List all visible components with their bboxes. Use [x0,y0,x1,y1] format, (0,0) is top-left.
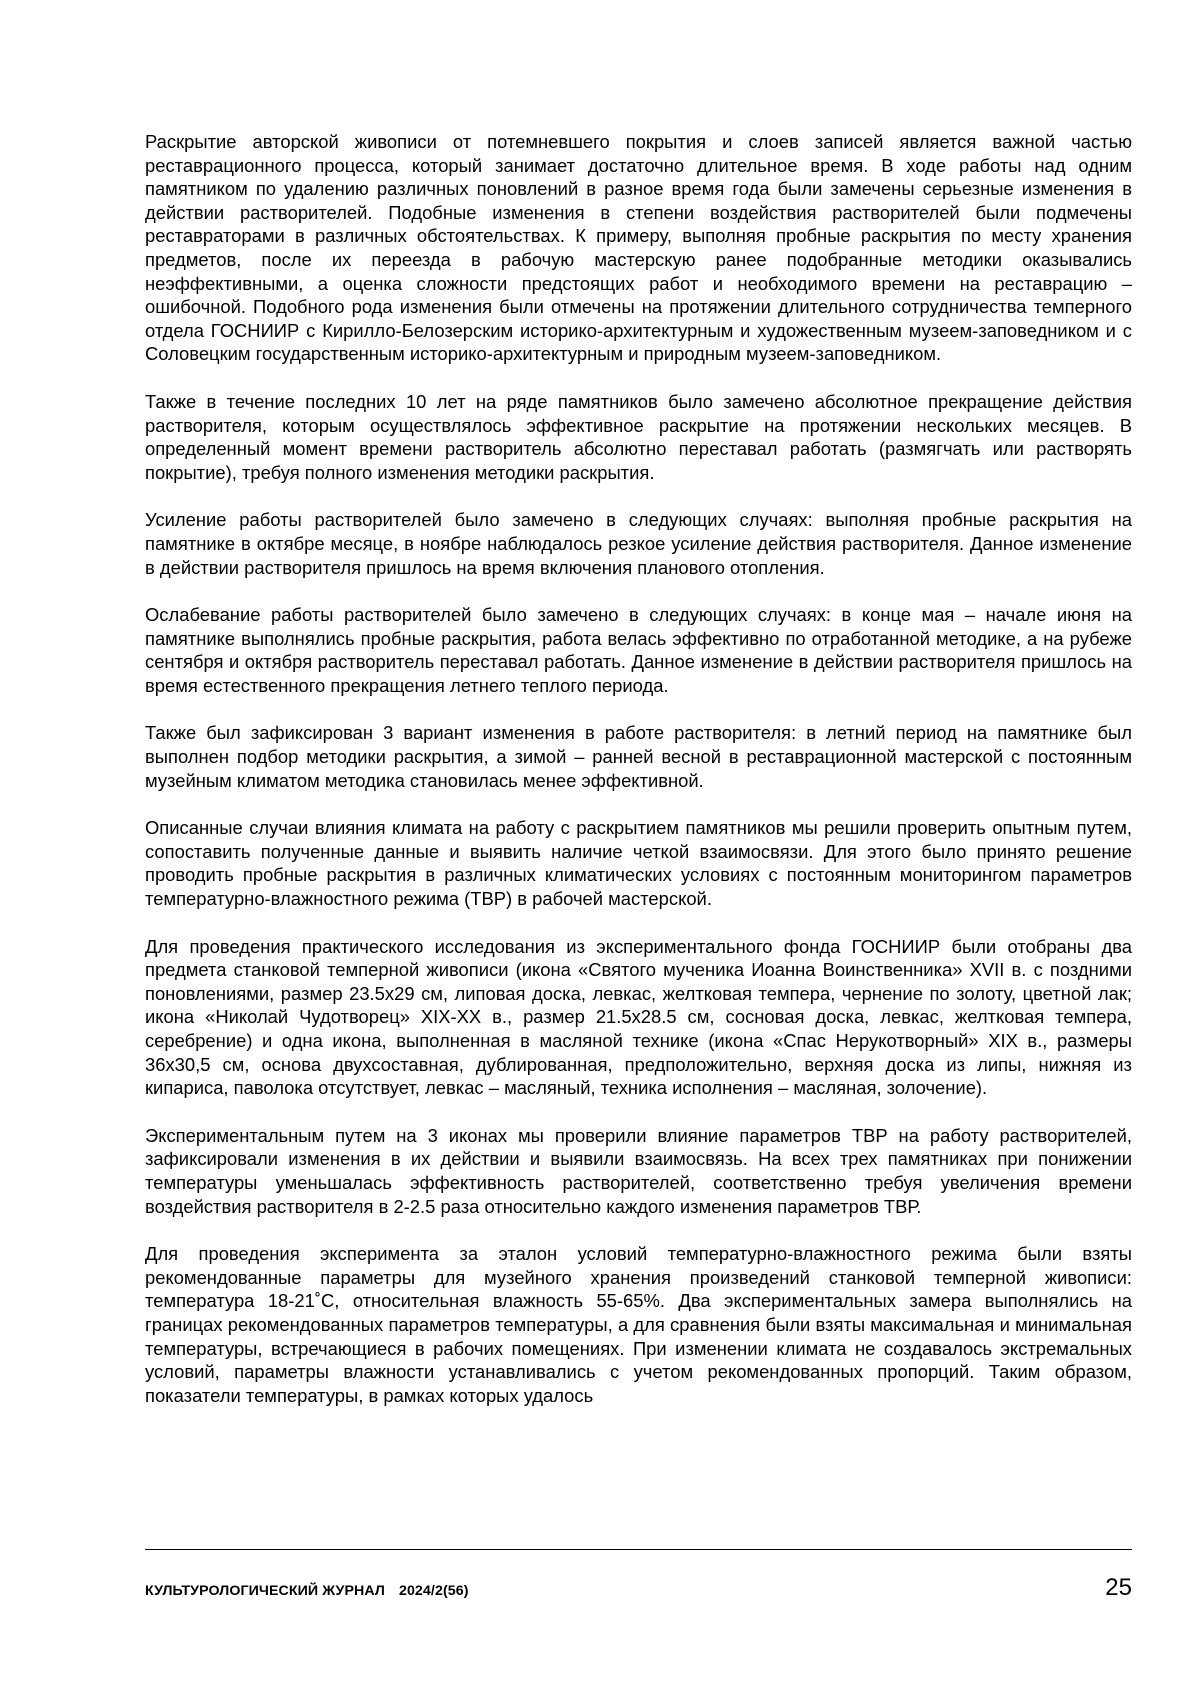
page-number: 25 [1105,1574,1132,1601]
paragraph-2: Также в течение последних 10 лет на ряде памятников было замечено абсолютное прекращение действия растворителя, которым осуществлялось эффективное раскрытие на протяжении нескольких месяцев. В определенный момент времени растворитель абсолютно переставал работать (размягчать или растворять покрытие), требуя полного изменения методики раскрытия. [145,390,1132,483]
paragraph-3: Усиление работы растворителей было замечено в следующих случаях: выполняя пробные раскрытия на памятнике в октябре месяце, в ноябре наблюдалось резкое усиление действия растворителя. Данное изменение в действии растворителя пришлось на время включения планового отопления. [145,509,1132,578]
journal-name: КУЛЬТУРОЛОГИЧЕСКИЙ ЖУРНАЛ [145,1583,385,1599]
paragraph-4: Ослабевание работы растворителей было замечено в следующих случаях: в конце мая – начале июня на памятнике выполнялись пробные раскрытия, работа велась эффективно по отработанной методике, а на рубеже сентября и октября растворитель переставал работать. Данное изменение в действии растворителя пришлось на время естественного прекращения летнего теплого периода. [145,604,1132,696]
journal-issue: 2024/2(56) [398,1583,469,1599]
paragraph-8: Экспериментальным путем на 3 иконах мы проверили влияние параметров ТВР на работу растворителей, зафиксировали изменения в их действии и выявили взаимосвязь. На всех трех памятниках при понижении температуры уменьшалась эффективность растворителей, соответственно требуя увеличения времени воздействия растворителя в 2-2.5 раза относительно каждого изменения параметров ТВР. [145,1124,1132,1217]
paragraph-6: Описанные случаи влияния климата на работу с раскрытием памятников мы решили проверить опытным путем, сопоставить полученные данные и выявить наличие четкой взаимосвязи. Для этого было принято решение проводить пробные раскрытия в различных климатических условиях с постоянным мониторингом параметров температурно-влажностного режима (ТВР) в рабочей мастерской. [145,817,1132,910]
paragraph-7: Для проведения практического исследования из экспериментального фонда ГОСНИИР были отобраны два предмета станковой темперной живописи (икона «Святого мученика Иоанна Воинственника» XVII в. с поздними поновлениями, размер 23.5х29 см, липовая доска, левкас, желтковая темпера, чернение по золоту, цветной лак; икона «Николай Чудотворец» XIX-XX в., размер 21.5х28.5 см, сосновая доска, левкас, желтковая темпера, серебрение) и одна икона, выполненная в масляной технике (икона «Спас Нерукотворный» XIX в., размеры 36х30,5 см, основа двухсоставная, дублированная, предположительно, верхняя доска из липы, нижняя из кипариса, паволока отсутствует, левкас – масляный, техника исполнения – масляная, золочение). [145,935,1132,1099]
footer-journal-info [145,1583,469,1599]
paragraph-5: Также был зафиксирован 3 вариант изменения в работе растворителя: в летний период на памятнике был выполнен подбор методики раскрытия, а зимой – ранней весной в реставрационной мастерской с постоянным музейным климатом методика становилась менее эффективной. [145,722,1132,791]
paragraph-1: Раскрытие авторской живописи от потемневшего покрытия и слоев записей является важной частью реставрационного процесса, который занимает достаточно длительное время. В ходе работы над одним памятником по удалению различных поновлений в разное время года были замечены серьезные изменения в действии растворителей. Подобные изменения в степени воздействия растворителей были подмечены реставраторами в различных обстоятельствах. К примеру, выполняя пробные раскрытия по месту хранения предметов, после их переезда в рабочую мастерскую ранее подобранные методики оказывались неэффективными, а оценка сложности предстоящих работ и необходимого времени на реставрацию – ошибочной. Подобного рода изменения были отмечены на протяжении длительного сотрудничества темперного отдела ГОСНИИР с Кирилло-Белозерским историко-архитектурным и художественным музеем-заповедником и с Соловецким государственным историко-архитектурным и природным музеем-заповедником. [145,131,1132,365]
article-body [145,130,1132,1431]
paragraph-9: Для проведения эксперимента за эталон условий температурно-влажностного режима были взяты рекомендованные параметры для музейного хранения произведений станковой темперной живописи: температура 18-21˚С, относительная влажность 55-65%. Два экспериментальных замера выполнялись на границах рекомендованных параметров температуры, а для сравнения были взяты максимальная и минимальная температуры, встречающиеся в рабочих помещениях. При изменении климата не создавалось экстремальных условий, параметры влажности устанавливались с учетом рекомендованных пропорций. Таким образом, показатели температуры, в рамках которых удалось [145,1243,1132,1406]
footer-divider [145,1549,1132,1550]
